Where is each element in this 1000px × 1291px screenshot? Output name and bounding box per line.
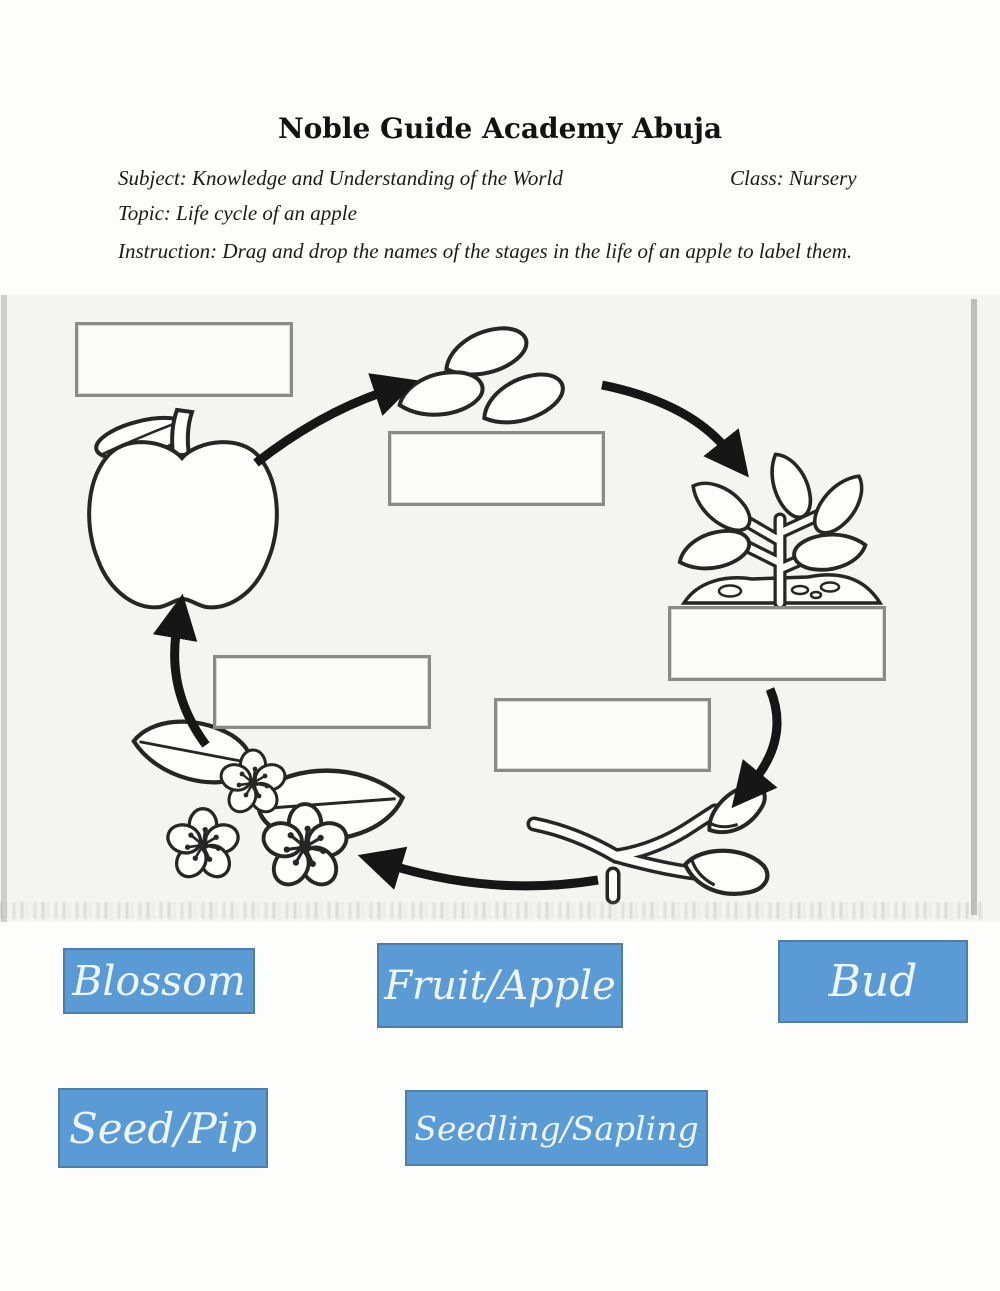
topic-label: Topic: Life cycle of an apple [118, 201, 357, 225]
subject-label: Subject: Knowledge and Understanding of the World [118, 166, 563, 190]
arrow-seedling-to-bud [753, 689, 777, 782]
arrow-seeds-to-seedling [602, 385, 728, 451]
drop-box-seeds[interactable] [388, 431, 605, 506]
seedling-illustration [676, 448, 880, 603]
answer-tile-seedling-sapling[interactable]: Seedling/Sapling [405, 1090, 708, 1166]
subject-row [118, 166, 888, 191]
answer-tile-blossom[interactable]: Blossom [63, 948, 255, 1014]
drop-box-apple[interactable] [75, 322, 293, 397]
drop-box-blossom[interactable] [213, 655, 431, 729]
answer-tile-seed-pip[interactable]: Seed/Pip [58, 1088, 268, 1168]
apple-illustration [89, 410, 277, 607]
life-cycle-diagram [0, 295, 1000, 922]
instruction-text: Instruction: Drag and drop the names of the stages in the life of an apple to label them. [118, 239, 853, 263]
page-title: Noble Guide Academy Abuja [278, 112, 722, 145]
scan-noise-band [0, 902, 985, 919]
answer-tile-fruit-apple[interactable]: Fruit/Apple [377, 943, 623, 1028]
arrow-bud-to-blossom [390, 865, 598, 886]
class-label: Class: Nursery [730, 166, 857, 190]
blossom-illustration [128, 703, 404, 891]
drop-box-seedling[interactable] [668, 606, 886, 681]
seeds-illustration [398, 323, 569, 430]
arrow-apple-to-seeds [256, 391, 386, 463]
drop-box-bud[interactable] [494, 698, 711, 772]
answer-tile-bud[interactable]: Bud [778, 940, 968, 1023]
